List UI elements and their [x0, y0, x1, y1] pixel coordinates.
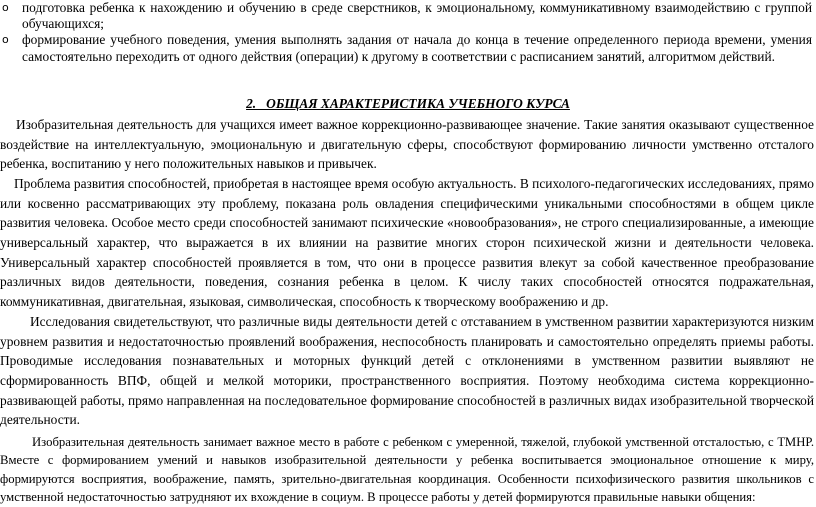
paragraph: Изобразительная деятельность занимает важное место в работе с ребенком с умеренной, тяжелой, глубокой умственной отсталостью, с ТМНР. Вместе с формированием умений и навыков изобразительной деятельности у ребенка воспитывается эмоциональное отношение к миру, формируются восприятия, воображение, память, зрительно-двигательная координация. Особенности психофизического развития школьников с умственной недостаточностью затрудняют их вхождение в социум. В процессе работы у детей формируются правильные навыки общения: [0, 435, 814, 505]
bullet-marker: o [2, 1, 9, 14]
section-heading [0, 96, 816, 112]
list-item-text: подготовка ребенка к нахождению и обучению в среде сверстников, к эмоциональному, коммуникативному взаимодействию с группой обучающихся; [22, 0, 812, 32]
section-heading-text: 2. ОБЩАЯ ХАРАКТЕРИСТИКА УЧЕБНОГО КУРСА [246, 95, 570, 111]
list-item [0, 32, 816, 64]
bullet-list [0, 0, 816, 65]
paragraph: Исследования свидетельствуют, что различные виды деятельности детей с отставанием в умственном развитии характеризуются низким уровнем развития и недостаточностью проявлений воображения, неспособность планировать и самостоятельно определять приемы работы. Проводимые исследования познавательных и моторных функций детей с отклонениями в умственном развитии выявляют не сформированность ВПФ, общей и мелкой моторики, пространственного восприятия. Поэтому необходима система коррекционно-развивающей работы, прямо направленная на последовательное формирование способностей в различных видах изобразительной творческой деятельности. [0, 313, 814, 428]
bullet-marker: o [2, 33, 9, 47]
list-item-text: формирование учебного поведения, умения выполнять задания от начала до конца в течение определенного периода времени, умения самостоятельно переходить от одного действия (операции) к другому в соответствии с расписанием занятий, алгоритмом действий. [22, 32, 812, 64]
paragraph: Проблема развития способностей, приобретая в настоящее время особую актуальность. В психолого-педагогических исследованиях, прямо или косвенно рассматривающих эту проблему, показана роль овладения специфическими уникальными способностями в общем цикле развития человека. Особое место среди способностей занимают психические «новообразования», не строго специализированные, а имеющие универсальный характер, что выражается в их влиянии на развитие многих сторон психической жизни и деятельности человека. Универсальный характер способностей проявляется в том, что они в процессе развития влекут за собой качественное преобразование различных видов деятельности, поведения, сознания ребенка в целом. К числу таких способностей относятся подражательная, коммуникативная, двигательная, языковая, символическая, способность к творческому воображению и др. [0, 175, 814, 310]
paragraph: Изобразительная деятельность для учащихся имеет важное коррекционно-развивающее значение. Такие занятия оказывают существенное воздействие на интеллектуальную, эмоциональную и двигательную сферы, способствуют формированию личности умственно отсталого ребенка, воспитанию у него положительных навыков и привычек. [0, 116, 814, 172]
list-item [0, 0, 816, 32]
